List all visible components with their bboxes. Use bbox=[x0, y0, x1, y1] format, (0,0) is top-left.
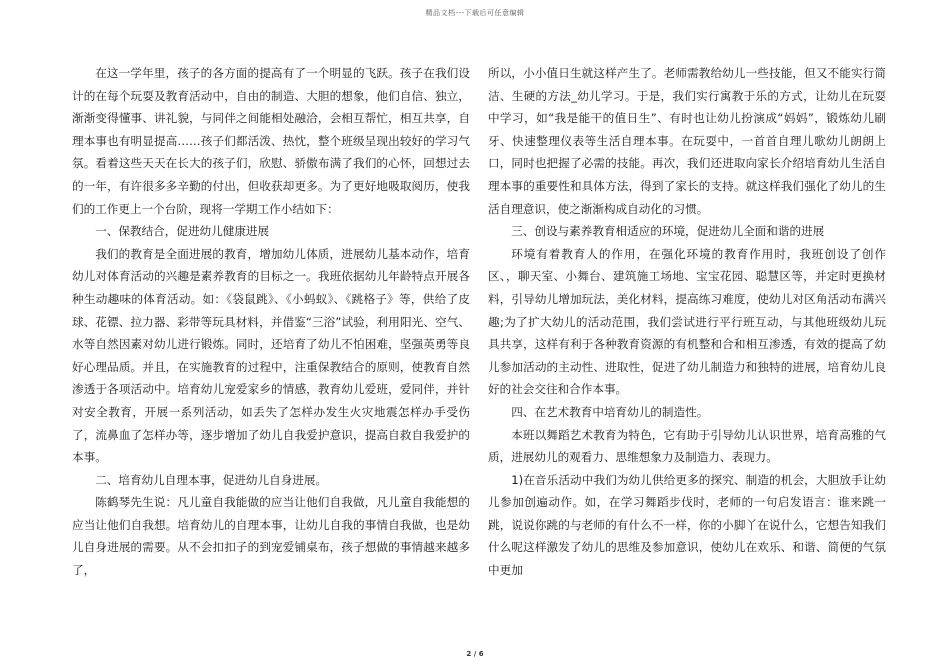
continued-paragraph: 所以，小小值日生就这样产生了。老师需教给幼儿一些技能，但又不能实行简洁、生硬的方法_幼儿学习。于是，我们实行寓教于乐的方式，让幼儿在玩耍中学习，如“我是能干的值日生”、有时也让幼儿扮演成“妈妈”，锻炼幼儿刷牙、快速整理仪表等生活自理本事。在玩耍中，一首首自理儿歌幼儿朗朗上口，同时也把握了必需的技能。再次，我们还进取向家长介绍培育幼儿生活自理本事的重要性和具体方法，得到了家长的支持。就这样我们强化了幼儿的生活自理意识，使之渐渐构成自动化的习惯。 bbox=[488, 66, 886, 216]
paragraph: 陈鹤琴先生说：凡儿童自我能做的应当让他们自我做，凡儿童自我能想的应当让他们自我想。培育幼儿的自理本事，让幼儿自我的事情自我做，也是幼儿自身进展的需要。从不会扣扣子的到宠爱铺桌布，孩子想做的事情越来越多了， bbox=[72, 495, 470, 578]
intro-paragraph: 在这一学年里，孩子的各方面的提高有了一个明显的飞跃。孩子在我们设计的在每个玩耍及教育活动中，自由的制造、大胆的想象，他们自信、独立，渐渐变得懂事、讲礼貌，与同伴之间能相处融洽，会相互帮忙，相互共享，自理本事也有明显提高……孩子们都活泼、热忱，整个班级呈现出较好的学习气氛。看着这些天天在长大的孩子们，欣慰、骄傲布满了我们的心怀，回想过去的一年，有许很多多辛勤的付出，但收获却更多。为了更好地吸取阅历，使我们的工作更上一个台阶，现将一学期工作小结如下： bbox=[72, 66, 470, 216]
section-heading-3: 三、创设与素养教育相适应的环境，促进幼儿全面和谐的进展 bbox=[511, 224, 825, 239]
paragraph: 我们的教育是全面进展的教育，增加幼儿体质，进展幼儿基本动作，培育幼儿对体育活动的兴趣是素养教育的目标之一。我班依据幼儿年龄特点开展各种生动趣味的体育活动。如：《袋鼠跳》、《小蚂蚁》、《跳格子》等，供给了皮球、花镖、拉力器、彩带等玩具材料，并借鉴“三浴”试验，利用阳光、空气、水等自然因素对幼儿进行锻炼。同时，还培育了幼儿不怕困难，坚强英勇等良好心理品质。并且，在实施教育的过程中，注重保教结合的原则，使教育自然渗透于各项活动中。培育幼儿宠爱家乡的情感，教育幼儿爱班，爱同伴，并针对安全教育，开展一系列活动，如丢失了怎样办发生火灾地震怎样办手受伤了，流鼻血了怎样办等，逐步增加了幼儿自我爱护意识，提高自救自我爱护的本事。 bbox=[72, 246, 470, 465]
paragraph: 1)在音乐活动中我们为幼儿供给更多的探究、制造的机会，大胆放手让幼儿参加创遍动作。如，在学习舞蹈步伐时，老师的一句启发语言：谁来跳一跳，说说你跳的与老师的有什么不一样，你的小脚丫在说什么，它想告知我们什么呢这样激发了幼儿的思维及参加意识，使幼儿在欢乐、和谐、简便的气氛中更加 bbox=[488, 472, 886, 578]
paragraph: 环境有着教育人的作用，在强化环境的教育作用时，我班创设了创作区、，聊天室、小舞台、建筑施工场地、宝宝花园、聪慧区等，并定时更换材料，引导幼儿增加玩法，美化材料，提高练习难度，使幼儿对区角活动布满兴趣;为了扩大幼儿的活动范围，我们尝试进行平行班互动，与其他班级幼儿玩具共享，这样有利于各种教育资源的有机整和合和相互渗透，有效的提高了幼儿参加活动的主动性、进取性，促进了幼儿制造力和独特的进展，培育幼儿良好的社会交往和合作本事。 bbox=[488, 246, 886, 397]
right-column bbox=[488, 62, 886, 582]
paragraph: 本班以舞蹈艺术教育为特色，它有助于引导幼儿认识世界，培育高雅的气质，进展幼儿的观看力、思维想象力及制造力、表现力。 bbox=[488, 427, 886, 465]
section-heading-4: 四、在艺术教育中培育幼儿的制造性。 bbox=[511, 404, 709, 419]
section-heading-2: 二、培育幼儿自理本事，促进幼儿自身进展。 bbox=[95, 472, 328, 487]
page-header: 精品文档---下载后可任意编辑 bbox=[425, 9, 525, 17]
left-column bbox=[72, 62, 470, 582]
section-heading-1: 一、保教结合，促进幼儿健康进展 bbox=[95, 224, 270, 239]
page-number: 2 / 6 bbox=[466, 650, 484, 658]
